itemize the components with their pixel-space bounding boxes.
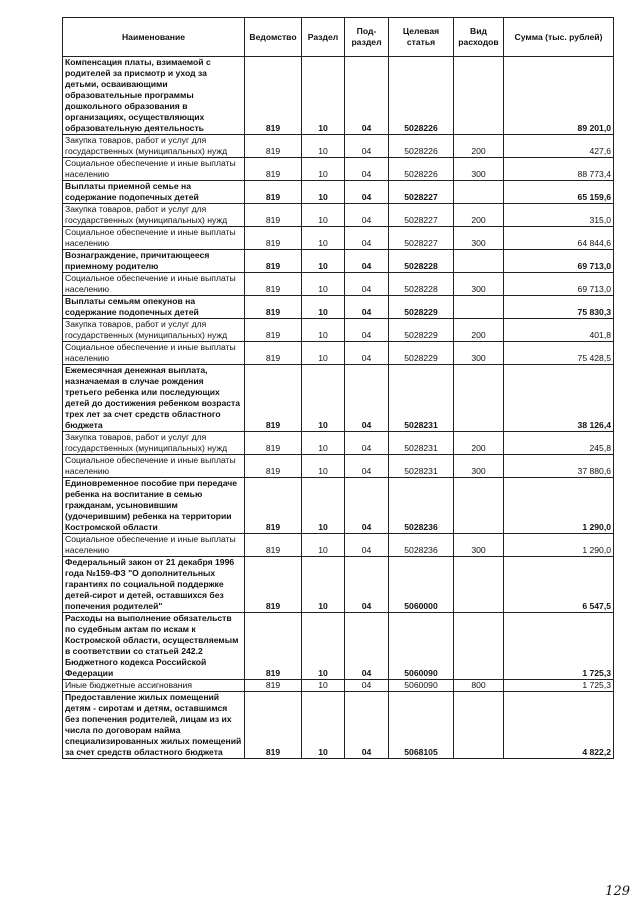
table-row — [63, 342, 614, 365]
cell-article: 5028228 — [389, 273, 454, 296]
cell-name: Социальное обеспечение и иные выплаты населению — [63, 455, 245, 478]
cell-name: Закупка товаров, работ и услуг для государственных (муниципальных) нужд — [63, 432, 245, 455]
cell-amount: 1 290,0 — [504, 534, 614, 557]
cell-section: 10 — [302, 227, 345, 250]
cell-name: Расходы на выполнение обязательств по судебным актам по искам к Костромской области, осуществляемым в соответствии со статьей 242.2 Бюджетного кодекса Российской Федерации — [63, 613, 245, 680]
cell-section: 10 — [302, 692, 345, 759]
table-row — [63, 158, 614, 181]
cell-subsection: 04 — [345, 680, 389, 692]
table-header-row — [63, 18, 614, 57]
cell-amount: 89 201,0 — [504, 57, 614, 135]
cell-article: 5028227 — [389, 181, 454, 204]
cell-name: Социальное обеспечение и иные выплаты населению — [63, 273, 245, 296]
cell-subsection: 04 — [345, 455, 389, 478]
cell-dept: 819 — [245, 250, 302, 273]
cell-dept: 819 — [245, 158, 302, 181]
cell-name: Предоставление жилых помещений детям - сиротам и детям, оставшимся без попечения родителей, лицам из их числа по договорам найма специализированных жилых помещений за счет средств областного бюджета — [63, 692, 245, 759]
cell-amount: 65 159,6 — [504, 181, 614, 204]
cell-article: 5028227 — [389, 204, 454, 227]
cell-expense-type: 300 — [454, 273, 504, 296]
table-row — [63, 692, 614, 759]
cell-name: Закупка товаров, работ и услуг для государственных (муниципальных) нужд — [63, 135, 245, 158]
cell-subsection: 04 — [345, 227, 389, 250]
cell-name: Закупка товаров, работ и услуг для государственных (муниципальных) нужд — [63, 204, 245, 227]
cell-expense-type — [454, 57, 504, 135]
cell-amount: 4 822,2 — [504, 692, 614, 759]
cell-article: 5028229 — [389, 296, 454, 319]
cell-expense-type — [454, 296, 504, 319]
cell-name: Социальное обеспечение и иные выплаты населению — [63, 534, 245, 557]
cell-dept: 819 — [245, 455, 302, 478]
cell-amount: 1 725,3 — [504, 680, 614, 692]
cell-dept: 819 — [245, 204, 302, 227]
cell-article: 5028231 — [389, 365, 454, 432]
header-amount: Сумма (тыс. рублей) — [504, 18, 614, 57]
cell-section: 10 — [302, 204, 345, 227]
cell-section: 10 — [302, 365, 345, 432]
table-row — [63, 181, 614, 204]
cell-section: 10 — [302, 432, 345, 455]
cell-section: 10 — [302, 158, 345, 181]
cell-dept: 819 — [245, 534, 302, 557]
cell-article: 5028227 — [389, 227, 454, 250]
cell-amount: 69 713,0 — [504, 273, 614, 296]
cell-dept: 819 — [245, 181, 302, 204]
cell-amount: 1 725,3 — [504, 613, 614, 680]
cell-article: 5060090 — [389, 613, 454, 680]
cell-name: Социальное обеспечение и иные выплаты населению — [63, 158, 245, 181]
cell-section: 10 — [302, 57, 345, 135]
cell-section: 10 — [302, 613, 345, 680]
cell-subsection: 04 — [345, 296, 389, 319]
cell-expense-type — [454, 365, 504, 432]
cell-article: 5028231 — [389, 455, 454, 478]
cell-subsection: 04 — [345, 204, 389, 227]
cell-expense-type — [454, 557, 504, 613]
cell-expense-type: 300 — [454, 455, 504, 478]
table-row — [63, 534, 614, 557]
cell-article: 5028229 — [389, 319, 454, 342]
cell-section: 10 — [302, 478, 345, 534]
budget-table — [62, 17, 614, 759]
cell-dept: 819 — [245, 227, 302, 250]
cell-expense-type — [454, 692, 504, 759]
table-row — [63, 432, 614, 455]
cell-amount: 75 428,5 — [504, 342, 614, 365]
header-dept: Ведомство — [245, 18, 302, 57]
cell-section: 10 — [302, 342, 345, 365]
table-row — [63, 296, 614, 319]
cell-article: 5028229 — [389, 342, 454, 365]
table-row — [63, 365, 614, 432]
cell-name: Выплаты семьям опекунов на содержание подопечных детей — [63, 296, 245, 319]
cell-article: 5028236 — [389, 534, 454, 557]
table-row — [63, 557, 614, 613]
cell-name: Закупка товаров, работ и услуг для государственных (муниципальных) нужд — [63, 319, 245, 342]
header-name: Наименование — [63, 18, 245, 57]
cell-subsection: 04 — [345, 692, 389, 759]
cell-section: 10 — [302, 557, 345, 613]
cell-subsection: 04 — [345, 613, 389, 680]
cell-subsection: 04 — [345, 135, 389, 158]
cell-amount: 6 547,5 — [504, 557, 614, 613]
table-row — [63, 57, 614, 135]
cell-article: 5028226 — [389, 135, 454, 158]
cell-section: 10 — [302, 534, 345, 557]
cell-amount: 401,8 — [504, 319, 614, 342]
cell-section: 10 — [302, 273, 345, 296]
cell-section: 10 — [302, 680, 345, 692]
cell-subsection: 04 — [345, 342, 389, 365]
cell-name: Вознаграждение, причитающееся приемному родителю — [63, 250, 245, 273]
cell-subsection: 04 — [345, 557, 389, 613]
cell-expense-type: 200 — [454, 204, 504, 227]
cell-subsection: 04 — [345, 319, 389, 342]
header-expense-type: Вид расходов — [454, 18, 504, 57]
cell-expense-type — [454, 478, 504, 534]
header-section: Раздел — [302, 18, 345, 57]
cell-amount: 1 290,0 — [504, 478, 614, 534]
cell-dept: 819 — [245, 273, 302, 296]
cell-expense-type — [454, 181, 504, 204]
cell-expense-type: 300 — [454, 158, 504, 181]
cell-subsection: 04 — [345, 534, 389, 557]
cell-section: 10 — [302, 135, 345, 158]
cell-name: Федеральный закон от 21 декабря 1996 года №159-ФЗ "О дополнительных гарантиях по социальной поддержке детей-сирот и детей, оставшихся без попечения родителей" — [63, 557, 245, 613]
cell-section: 10 — [302, 250, 345, 273]
cell-dept: 819 — [245, 557, 302, 613]
cell-dept: 819 — [245, 319, 302, 342]
table-row — [63, 204, 614, 227]
cell-article: 5028228 — [389, 250, 454, 273]
cell-dept: 819 — [245, 613, 302, 680]
table-row — [63, 135, 614, 158]
cell-name: Социальное обеспечение и иные выплаты населению — [63, 342, 245, 365]
table-row — [63, 273, 614, 296]
cell-dept: 819 — [245, 478, 302, 534]
cell-subsection: 04 — [345, 432, 389, 455]
cell-subsection: 04 — [345, 365, 389, 432]
cell-subsection: 04 — [345, 158, 389, 181]
cell-dept: 819 — [245, 365, 302, 432]
cell-amount: 427,6 — [504, 135, 614, 158]
cell-expense-type: 300 — [454, 534, 504, 557]
cell-dept: 819 — [245, 680, 302, 692]
table-row — [63, 478, 614, 534]
header-subsection: Под-раздел — [345, 18, 389, 57]
cell-amount: 75 830,3 — [504, 296, 614, 319]
cell-amount: 64 844,6 — [504, 227, 614, 250]
cell-name: Социальное обеспечение и иные выплаты населению — [63, 227, 245, 250]
cell-dept: 819 — [245, 135, 302, 158]
cell-dept: 819 — [245, 342, 302, 365]
cell-amount: 69 713,0 — [504, 250, 614, 273]
cell-section: 10 — [302, 455, 345, 478]
table-row — [63, 319, 614, 342]
cell-subsection: 04 — [345, 273, 389, 296]
cell-dept: 819 — [245, 432, 302, 455]
cell-expense-type: 300 — [454, 342, 504, 365]
cell-article: 5060090 — [389, 680, 454, 692]
cell-dept: 819 — [245, 692, 302, 759]
cell-amount: 38 126,4 — [504, 365, 614, 432]
cell-amount: 315,0 — [504, 204, 614, 227]
cell-expense-type: 800 — [454, 680, 504, 692]
cell-expense-type: 200 — [454, 432, 504, 455]
cell-expense-type: 200 — [454, 135, 504, 158]
cell-expense-type: 200 — [454, 319, 504, 342]
cell-subsection: 04 — [345, 181, 389, 204]
cell-expense-type — [454, 250, 504, 273]
cell-name: Компенсация платы, взимаемой с родителей за присмотр и уход за детьми, осваивающими образовательные программы дошкольного образования в организациях, осуществляющих образовательную деятельность — [63, 57, 245, 135]
cell-article: 5028226 — [389, 57, 454, 135]
cell-amount: 88 773,4 — [504, 158, 614, 181]
page-number: 129 — [605, 884, 630, 899]
cell-article: 5060000 — [389, 557, 454, 613]
cell-subsection: 04 — [345, 250, 389, 273]
cell-article: 5028226 — [389, 158, 454, 181]
cell-dept: 819 — [245, 57, 302, 135]
table-row — [63, 250, 614, 273]
cell-amount: 37 880,6 — [504, 455, 614, 478]
cell-amount: 245,8 — [504, 432, 614, 455]
table-row — [63, 455, 614, 478]
cell-name: Единовременное пособие при передаче ребенка на воспитание в семью гражданам, усыновившим (удочерившим) ребенка на территории Костромской области — [63, 478, 245, 534]
cell-name: Иные бюджетные ассигнования — [63, 680, 245, 692]
cell-section: 10 — [302, 181, 345, 204]
cell-section: 10 — [302, 296, 345, 319]
cell-name: Выплаты приемной семье на содержание подопечных детей — [63, 181, 245, 204]
header-article: Целевая статья — [389, 18, 454, 57]
cell-name: Ежемесячная денежная выплата, назначаемая в случае рождения третьего ребенка или последующих детей до достижения ребенком возраста трех лет за счет средств областного бюджета — [63, 365, 245, 432]
cell-article: 5028236 — [389, 478, 454, 534]
table-row — [63, 680, 614, 692]
cell-subsection: 04 — [345, 478, 389, 534]
cell-article: 5028231 — [389, 432, 454, 455]
cell-section: 10 — [302, 319, 345, 342]
cell-dept: 819 — [245, 296, 302, 319]
table-row — [63, 227, 614, 250]
cell-article: 5068105 — [389, 692, 454, 759]
cell-subsection: 04 — [345, 57, 389, 135]
table-row — [63, 613, 614, 680]
cell-expense-type — [454, 613, 504, 680]
cell-expense-type: 300 — [454, 227, 504, 250]
